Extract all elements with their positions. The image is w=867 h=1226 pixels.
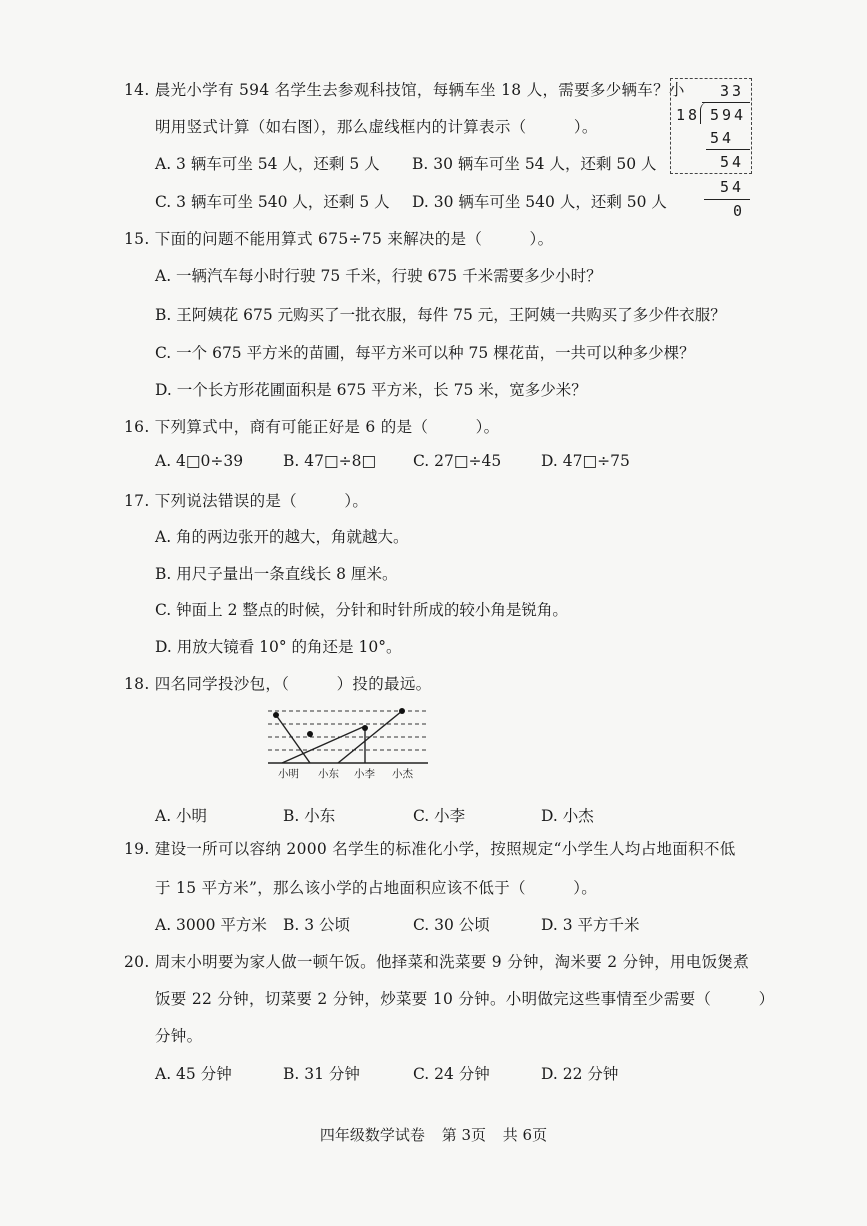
q15-option-b[interactable]: B. 王阿姨花 675 元购买了一批衣服，每件 75 元，王阿姨一共购买了多少件衣服？: [155, 306, 726, 324]
q15-option-d[interactable]: D. 一个长方形花圃面积是 675 平方米，长 75 米，宽多少米？: [155, 381, 587, 399]
division-rule-1: [706, 149, 750, 150]
q20-option-c[interactable]: C. 24 分钟: [413, 1065, 490, 1083]
division-divisor: 18: [676, 106, 701, 124]
q18-option-b[interactable]: B. 小东: [283, 807, 336, 825]
q16-option-a[interactable]: A. 4□0÷39: [155, 452, 244, 470]
division-dividend: 594: [710, 106, 747, 124]
q20-option-d[interactable]: D. 22 分钟: [541, 1065, 619, 1083]
q20-stem-line1: 20. 周末小明要为家人做一顿午饭。他择菜和洗菜要 9 分钟，淘米要 2 分钟，用电饭煲煮: [124, 953, 750, 971]
q17-option-c[interactable]: C. 钟面上 2 整点的时候，分针和时针所成的较小角是锐角。: [155, 601, 568, 619]
q14-option-b[interactable]: B. 30 辆车可坐 54 人，还剩 50 人: [412, 155, 657, 173]
throw-diagram: [268, 703, 433, 783]
division-bar: [702, 102, 750, 103]
division-bracket: [700, 102, 709, 124]
footer-title: 四年级数学试卷: [319, 1126, 425, 1144]
q15-option-c[interactable]: C. 一个 675 平方米的苗圃，每平方米可以种 75 棵花苗，一共可以种多少棵？: [155, 344, 695, 362]
division-remainder: 0: [733, 202, 743, 220]
division-step2: 54: [720, 153, 745, 171]
q16-stem: 16. 下列算式中，商有可能正好是 6 的是（ ）。: [124, 418, 500, 436]
q20-option-b[interactable]: B. 31 分钟: [283, 1065, 360, 1083]
q17-option-a[interactable]: A. 角的两边张开的越大，角就越大。: [155, 528, 409, 546]
q15-stem: 15. 下面的问题不能用算式 675÷75 来解决的是（ ）。: [124, 230, 554, 248]
q17-option-d[interactable]: D. 用放大镜看 10° 的角还是 10°。: [155, 638, 402, 656]
footer-total: 共 6页: [502, 1126, 548, 1144]
q20-stem-line3: 分钟。: [155, 1027, 203, 1045]
label-xiaodong: 小东: [318, 768, 339, 780]
q17-option-b[interactable]: B. 用尺子量出一条直线长 8 厘米。: [155, 565, 398, 583]
page-footer: [0, 1124, 867, 1145]
q18-option-a[interactable]: A. 小明: [155, 807, 208, 825]
q14-stem-line1: 14. 晨光小学有 594 名学生去参观科技馆，每辆车坐 18 人，需要多少辆车？小: [124, 81, 685, 99]
q19-stem-line2: 于 15 平方米”，那么该小学的占地面积应该不低于（ ）。: [155, 879, 598, 897]
q19-stem-line1: 19. 建设一所可以容纳 2000 名学生的标准化小学，按照规定“小学生人均占地面积不低: [124, 840, 736, 858]
division-step3: 54: [720, 178, 745, 196]
label-xiaoming: 小明: [278, 768, 299, 780]
division-quotient: 33: [720, 82, 745, 100]
q20-stem-line2: 饭要 22 分钟，切菜要 2 分钟，炒菜要 10 分钟。小明做完这些事情至少需要（ ）: [155, 990, 775, 1008]
q17-stem: 17. 下列说法错误的是（ ）。: [124, 492, 369, 510]
long-division-figure: [670, 78, 750, 218]
q16-option-b[interactable]: B. 47□÷8□: [283, 452, 377, 470]
footer-page: 第 3页: [441, 1126, 486, 1144]
q19-option-c[interactable]: C. 30 公顷: [413, 916, 490, 934]
q14-option-c[interactable]: C. 3 辆车可坐 540 人，还剩 5 人: [155, 193, 390, 211]
q14-stem-line2: 明用竖式计算（如右图），那么虚线框内的计算表示（ ）。: [155, 118, 598, 136]
throw-line-xiaoming: [282, 727, 363, 763]
division-step1: 54: [710, 129, 735, 147]
q19-option-d[interactable]: D. 3 平方千米: [541, 916, 640, 934]
q16-option-c[interactable]: C. 27□÷45: [413, 452, 502, 470]
label-xiaojie: 小杰: [392, 768, 413, 780]
q14-option-d[interactable]: D. 30 辆车可坐 540 人，还剩 50 人: [412, 193, 667, 211]
q20-option-a[interactable]: A. 45 分钟: [155, 1065, 232, 1083]
label-xiaoli: 小李: [354, 768, 375, 780]
q18-stem: 18. 四名同学投沙包，（ ）投的最远。: [124, 675, 432, 693]
q18-option-d[interactable]: D. 小杰: [541, 807, 594, 825]
throw-line-xiaodong: [276, 715, 310, 763]
q16-option-d[interactable]: D. 47□÷75: [541, 452, 630, 470]
q19-option-b[interactable]: B. 3 公顷: [283, 916, 351, 934]
q15-option-a[interactable]: A. 一辆汽车每小时行驶 75 千米，行驶 675 千米需要多少小时？: [155, 267, 602, 285]
q14-option-a[interactable]: A. 3 辆车可坐 54 人，还剩 5 人: [155, 155, 380, 173]
q19-option-a[interactable]: A. 3000 平方米: [155, 916, 267, 934]
division-rule-2: [704, 199, 750, 200]
q18-option-c[interactable]: C. 小李: [413, 807, 466, 825]
